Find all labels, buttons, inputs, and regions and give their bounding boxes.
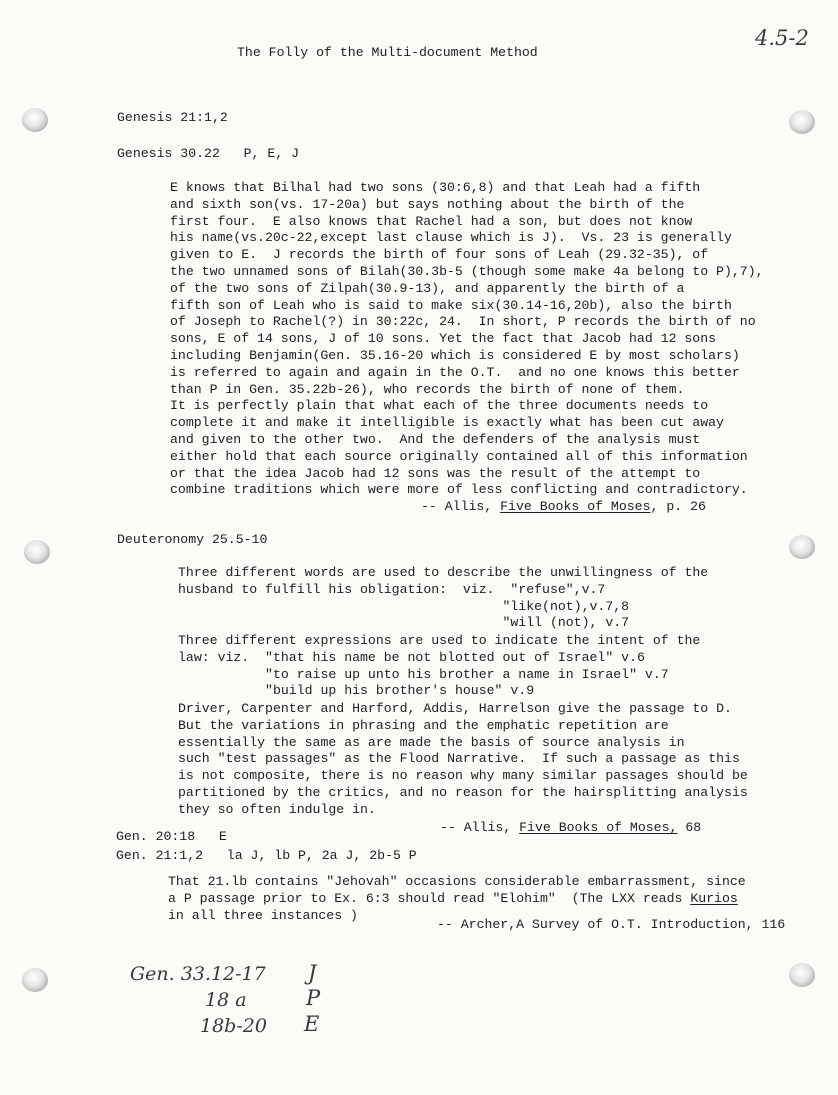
paragraph-driver-analysis: Driver, Carpenter and Harford, Addis, Harrelson give the passage to D. But the variations in phrasing and the emphatic repetition are essentially the same as are made the basis of source analysis in such "test passages" as the Flood Narrative. If such a passage as this is not composite, there is no reason why many similar passages should be partitioned by the critics, and no reason for the hairsplitting analysis they so often indulge in. bbox=[178, 701, 748, 817]
paragraph-genesis-analysis: E knows that Bilhal had two sons (30:6,8) and that Leah had a fifth and sixth son(vs. 17-20a) but says nothing about the birth of the first four. E also knows that Rachel had a son, but does not know his name(vs.20c-22,except last clause which is J). Vs. 23 is generally given to E. J records the birth of four sons of Leah (29.32-35), of the two unnamed sons of Bilah(30.3b-5 (though some make 4a belong to P),7), of the two sons of Zilpah(30.9-13), and apparently the birth of a fifth son of Leah who is said to make six(30.14-16,20b), also the birth of Joseph to Rachel(?) in 30:22c, 24. In short, P records the birth of no sons, E of 14 sons, J of 10 sons. Yet the fact that Jacob had 12 sons including Benjamin(Gen. 35.16-20 which is considered E by most scholars) is referred to again and again in the O.T. and no one knows this better than P in Gen. 35.22b-26), who records the birth of none of them. It is perfectly plain that what each of the three documents needs to complete it and make it intelligible is exactly what has been cut away and given to the other two. And the defenders of the analysis must either hold that each source originally contained all of this information or that the idea Jacob had 12 sons was the result of the attempt to combine traditions which were more of less conflicting and contradictory. bbox=[170, 180, 764, 498]
book-title: Five Books of Moses, bbox=[519, 820, 678, 835]
paragraph-text: in all three instances ) bbox=[168, 907, 358, 923]
punch-hole-bottom-left bbox=[22, 968, 48, 992]
paragraph-text: That 21.lb contains "Jehovah" occasions considerable embarrassment, since a P passage prior to Ex. 6:3 should read "Elohim" (The LXX reads bbox=[168, 874, 746, 906]
scripture-reference: Genesis 21:1,2 bbox=[117, 110, 228, 125]
punch-hole-top-left bbox=[22, 108, 48, 132]
scripture-reference: Deuteronomy 25.5-10 bbox=[117, 532, 268, 547]
handwritten-ref: Gen. 33.12-17 bbox=[130, 963, 266, 985]
handwritten-source: J bbox=[308, 961, 317, 985]
scripture-reference: Genesis 30.22 P, E, J bbox=[117, 146, 300, 161]
punch-hole-mid-left bbox=[24, 540, 50, 564]
handwritten-ref: 18 a bbox=[205, 989, 247, 1011]
book-title: Five Books of Moses bbox=[500, 499, 651, 514]
kurios-term: Kurios bbox=[690, 890, 738, 906]
scripture-reference: Gen. 21:1,2 la J, lb P, 2a J, 2b-5 P bbox=[116, 848, 417, 863]
citation-allis-2 bbox=[440, 820, 701, 837]
scripture-reference: Gen. 20:18 E bbox=[116, 829, 227, 844]
handwritten-source: P bbox=[306, 986, 321, 1010]
punch-hole-top-right bbox=[789, 110, 815, 134]
handwritten-page-number: 4.5-2 bbox=[755, 26, 809, 50]
citation-allis-1 bbox=[421, 499, 706, 516]
handwritten-source: E bbox=[304, 1012, 320, 1036]
paragraph-words-list: Three different words are used to describe the unwillingness of the husband to fulfill his obligation: viz. "refuse",v.7 "like(not),v.7,8 "will (not), v.7 bbox=[178, 565, 709, 631]
citation-archer: -- Archer,A Survey of O.T. Introduction, 116 bbox=[437, 917, 786, 932]
paragraph-expressions-list: Three different expressions are used to indicate the intent of the law: viz. "that his name be not blotted out of Israel" v.6 "to raise up unto his brother a name in Israel" v.7 "build up his brother's house" v.9 bbox=[178, 633, 701, 699]
punch-hole-bottom-right bbox=[789, 963, 815, 987]
citation-suffix: , p. 26 bbox=[650, 499, 706, 514]
page-title: The Folly of the Multi-document Method bbox=[237, 45, 538, 60]
handwritten-ref: 18b-20 bbox=[200, 1015, 267, 1037]
citation-prefix: -- Allis, bbox=[421, 499, 501, 514]
punch-hole-mid-right bbox=[789, 535, 815, 559]
citation-prefix: -- Allis, bbox=[440, 820, 520, 835]
citation-suffix: 68 bbox=[677, 820, 702, 835]
